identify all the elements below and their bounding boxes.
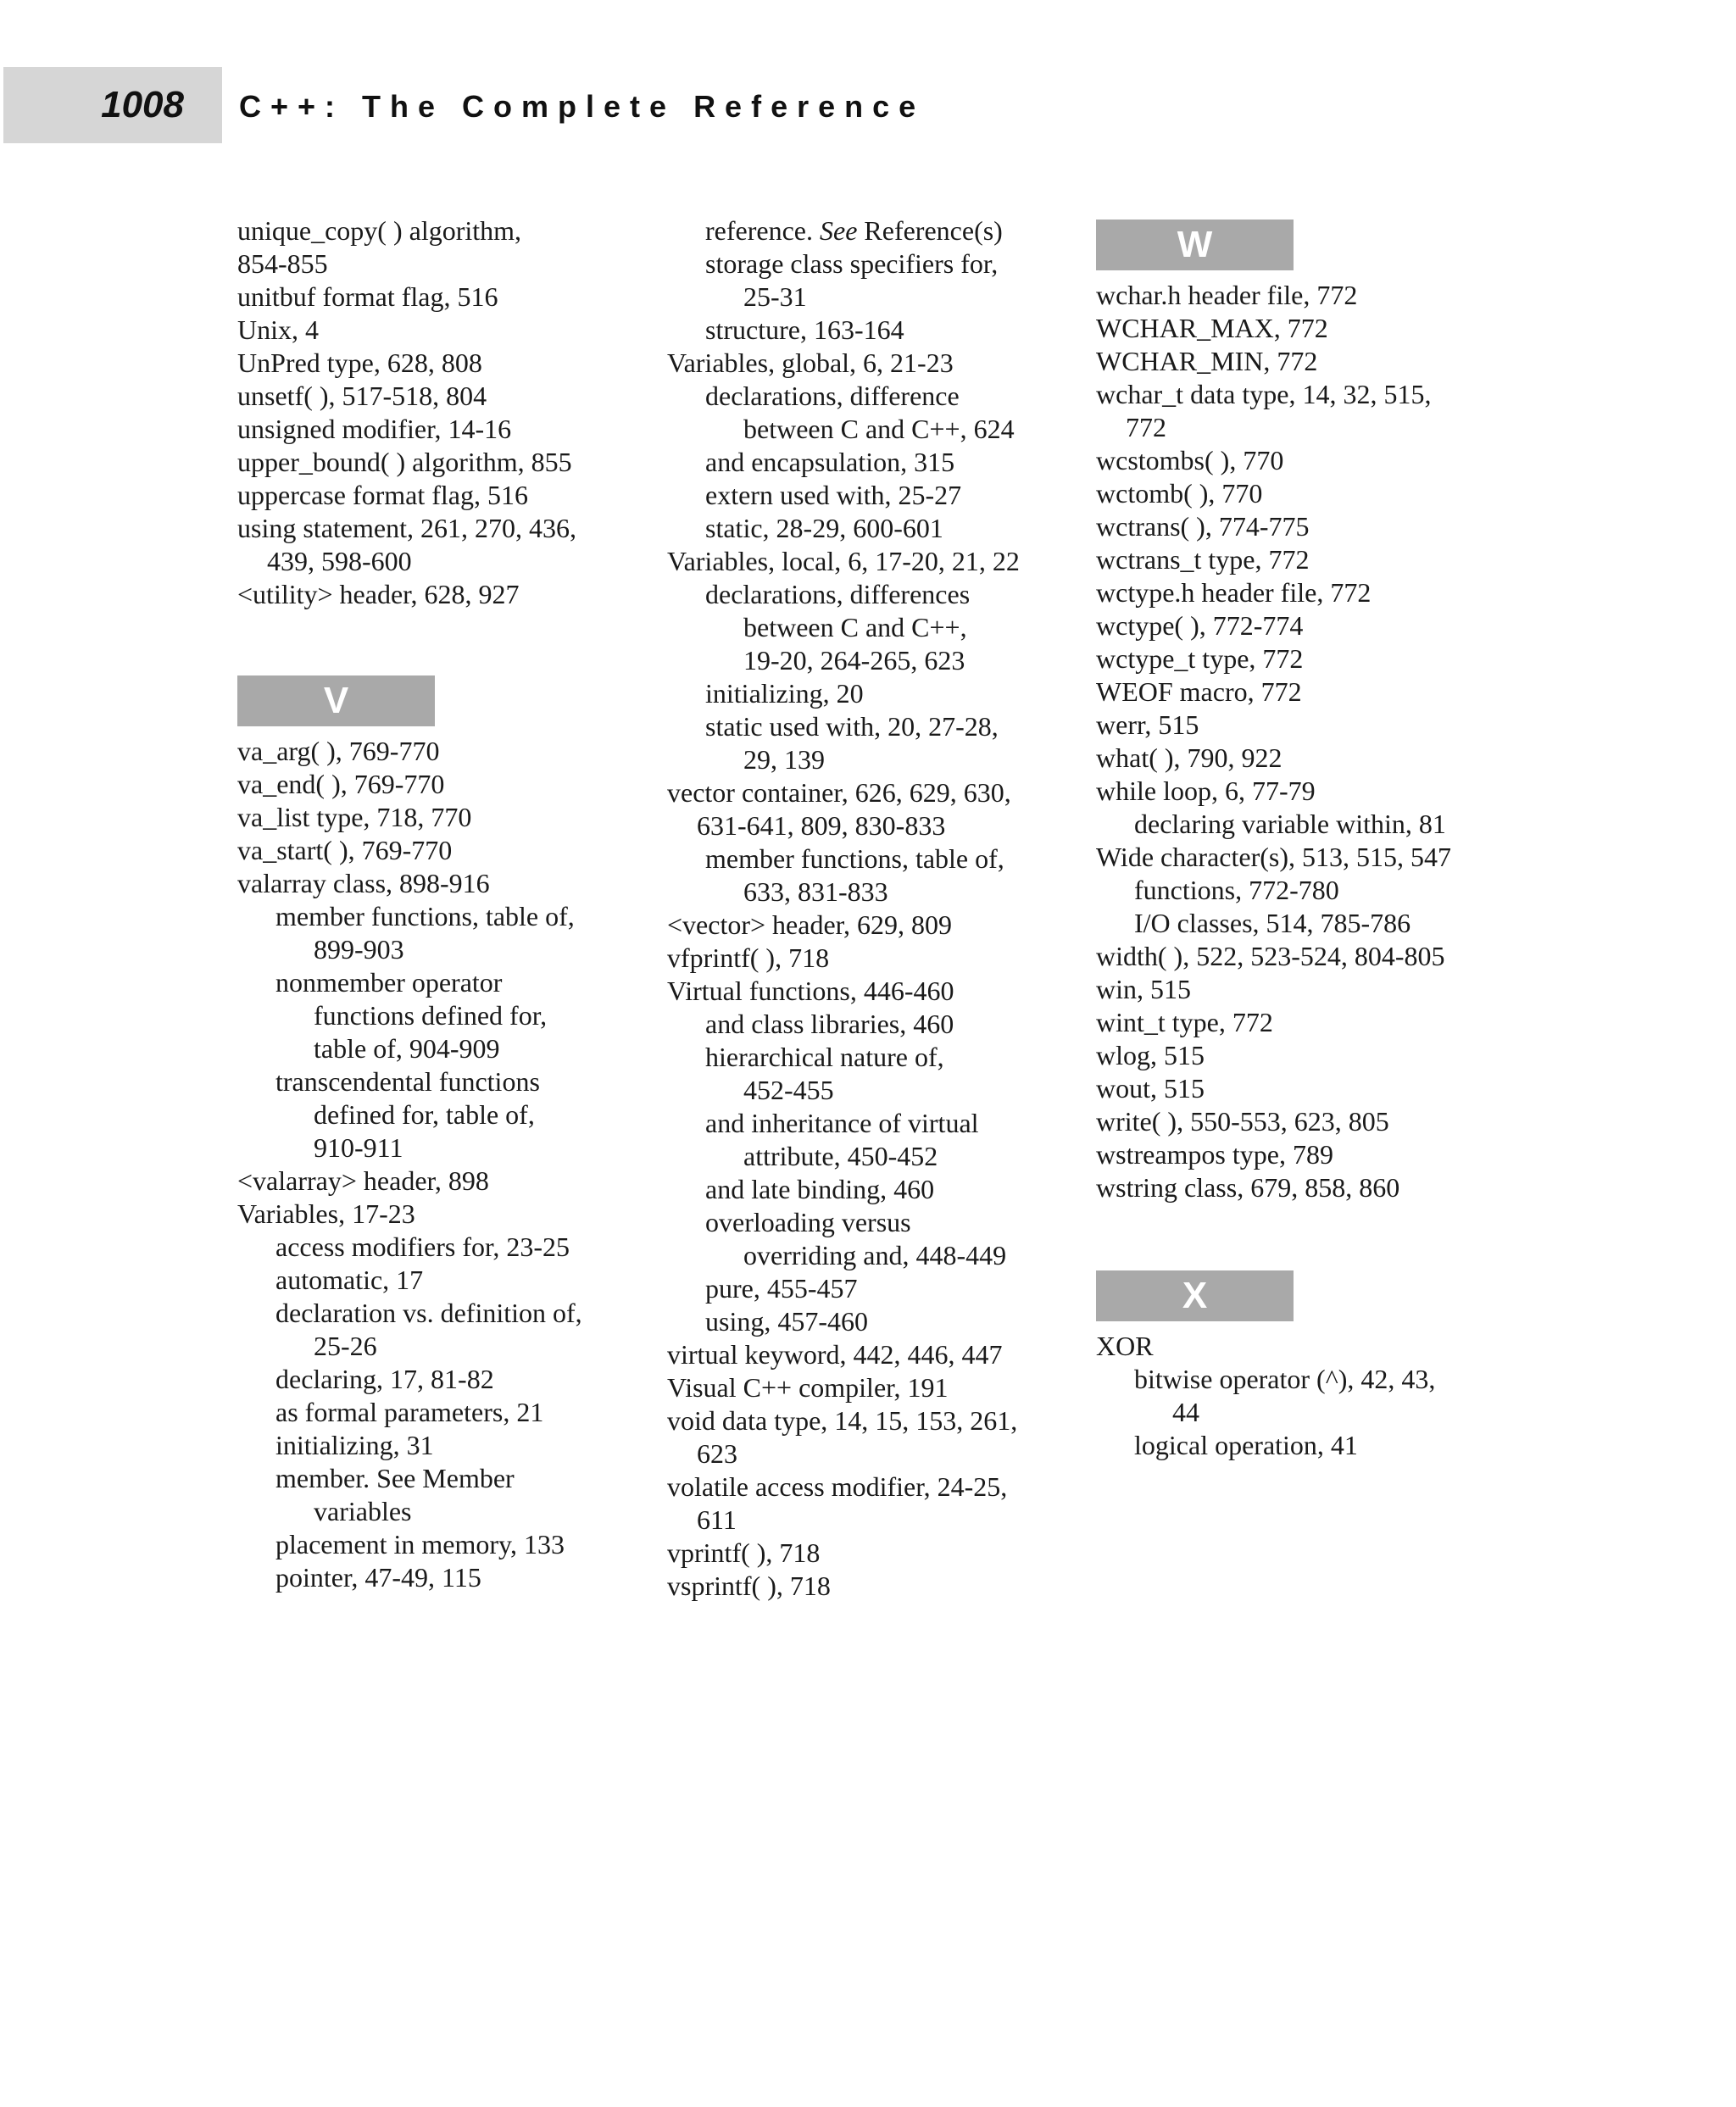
index-entry-continuation: 19-20, 264-265, 623 — [743, 645, 965, 675]
index-entry: va_start( ), 769-770 — [237, 835, 453, 865]
section-gap — [1096, 1204, 1494, 1270]
index-subentry: and encapsulation, 315 — [705, 447, 955, 477]
index-subentry: automatic, 17 — [275, 1265, 424, 1295]
index-entry: wctype_t type, 772 — [1096, 643, 1304, 674]
index-subentry: hierarchical nature of, — [705, 1042, 944, 1072]
section-letter-x: X — [1096, 1270, 1294, 1321]
index-entry-continuation: between C and C++, — [743, 612, 967, 642]
index-subentry: reference. See Reference(s) — [705, 215, 1003, 246]
index-entry: Wide character(s), 513, 515, 547 — [1096, 842, 1451, 872]
see-reference: See — [819, 215, 858, 246]
index-subentry: structure, 163-164 — [705, 314, 904, 345]
section-letter-w: W — [1096, 220, 1294, 270]
index-entry: XOR — [1096, 1331, 1154, 1361]
index-entry: WCHAR_MIN, 772 — [1096, 346, 1318, 376]
index-entry-continuation: 611 — [697, 1504, 737, 1535]
index-entry-continuation: variables — [314, 1496, 412, 1526]
index-entry: wchar.h header file, 772 — [1096, 280, 1358, 310]
index-entry-continuation: 44 — [1172, 1397, 1199, 1427]
index-entry: <vector> header, 629, 809 — [667, 909, 953, 940]
index-column-1 — [237, 214, 636, 1594]
index-entry: Unix, 4 — [237, 314, 319, 345]
index-subentry: and inheritance of virtual — [705, 1108, 979, 1138]
index-entry-continuation: overriding and, 448-449 — [743, 1240, 1007, 1270]
index-entry: using statement, 261, 270, 436, — [237, 513, 576, 543]
index-subentry: member functions, table of, — [705, 843, 1004, 874]
index-entry: vprintf( ), 718 — [667, 1537, 821, 1568]
index-entry-continuation: table of, 904-909 — [314, 1033, 500, 1064]
index-entry-continuation: 25-26 — [314, 1331, 377, 1361]
index-entry: wctype( ), 772-774 — [1096, 610, 1304, 641]
index-entry: write( ), 550-553, 623, 805 — [1096, 1106, 1389, 1137]
index-entry-continuation: defined for, table of, — [314, 1099, 535, 1130]
index-subentry: declarations, differences — [705, 579, 971, 609]
index-entry: werr, 515 — [1096, 709, 1199, 740]
index-entry: va_end( ), 769-770 — [237, 769, 445, 799]
index-entry: unsetf( ), 517-518, 804 — [237, 381, 487, 411]
index-subentry: transcendental functions — [275, 1066, 540, 1097]
index-subentry: declaring, 17, 81-82 — [275, 1364, 494, 1394]
index-entry-continuation: 910-911 — [314, 1132, 403, 1163]
index-subentry: static used with, 20, 27-28, — [705, 711, 999, 742]
index-entry-continuation: 25-31 — [743, 281, 807, 312]
index-subentry: and late binding, 460 — [705, 1174, 935, 1204]
index-entry: valarray class, 898-916 — [237, 868, 490, 898]
index-entry: wint_t type, 772 — [1096, 1007, 1273, 1037]
index-entry: wlog, 515 — [1096, 1040, 1205, 1070]
index-entry: wcstombs( ), 770 — [1096, 445, 1284, 475]
index-entry-continuation: 452-455 — [743, 1075, 834, 1105]
index-subentry: static, 28-29, 600-601 — [705, 513, 943, 543]
page-number-tab — [3, 67, 222, 143]
index-entry: width( ), 522, 523-524, 804-805 — [1096, 941, 1445, 971]
index-entry: WEOF macro, 772 — [1096, 676, 1302, 707]
index-column-3 — [1096, 220, 1494, 1462]
index-entry: UnPred type, 628, 808 — [237, 347, 482, 378]
index-subentry: as formal parameters, 21 — [275, 1397, 544, 1427]
index-entry: wout, 515 — [1096, 1073, 1205, 1104]
index-entry-continuation: between C and C++, 624 — [743, 414, 1015, 444]
index-entry: Virtual functions, 446-460 — [667, 976, 954, 1006]
index-subentry: member. See Member — [275, 1463, 515, 1493]
index-entry-continuation: 899-903 — [314, 934, 404, 965]
index-entry: win, 515 — [1096, 974, 1191, 1004]
index-entry: unsigned modifier, 14-16 — [237, 414, 512, 444]
index-entry: wctomb( ), 770 — [1096, 478, 1263, 509]
index-subentry: pure, 455-457 — [705, 1273, 858, 1304]
index-entry: wstring class, 679, 858, 860 — [1096, 1172, 1400, 1203]
index-entry-continuation: 854-855 — [237, 248, 328, 279]
index-entry: void data type, 14, 15, 153, 261, — [667, 1405, 1018, 1436]
index-entry-continuation: 772 — [1126, 412, 1166, 442]
index-subentry: member functions, table of, — [275, 901, 575, 931]
index-subentry: storage class specifiers for, — [705, 248, 999, 279]
index-entry-continuation: attribute, 450-452 — [743, 1141, 938, 1171]
index-entry: Variables, 17-23 — [237, 1198, 415, 1229]
index-subentry: I/O classes, 514, 785-786 — [1134, 908, 1411, 938]
index-entry: <valarray> header, 898 — [237, 1165, 489, 1196]
index-entry-continuation: 631-641, 809, 830-833 — [697, 810, 946, 841]
index-entry: wstreampos type, 789 — [1096, 1139, 1333, 1170]
index-entry: Variables, local, 6, 17-20, 21, 22 — [667, 546, 1020, 576]
index-entry: uppercase format flag, 516 — [237, 480, 528, 510]
index-subentry: using, 457-460 — [705, 1306, 868, 1337]
index-entry-continuation: 633, 831-833 — [743, 876, 888, 907]
index-entry: vfprintf( ), 718 — [667, 942, 830, 973]
running-title: C++: The Complete Reference — [239, 89, 926, 124]
index-subentry: logical operation, 41 — [1134, 1430, 1358, 1460]
index-subentry: functions, 772-780 — [1134, 875, 1339, 905]
index-entry-continuation: 29, 139 — [743, 744, 825, 775]
index-subentry: bitwise operator (^), 42, 43, — [1134, 1364, 1436, 1394]
section-letter-v: V — [237, 675, 435, 726]
index-entry: wctrans( ), 774-775 — [1096, 511, 1310, 542]
index-subentry: nonmember operator — [275, 967, 503, 998]
index-entry: WCHAR_MAX, 772 — [1096, 313, 1328, 343]
index-subentry: pointer, 47-49, 115 — [275, 1562, 481, 1593]
index-subentry: declarations, difference — [705, 381, 960, 411]
index-subentry: initializing, 20 — [705, 678, 864, 709]
index-subentry: overloading versus — [705, 1207, 911, 1237]
index-entry: <utility> header, 628, 927 — [237, 579, 520, 609]
index-entry: va_arg( ), 769-770 — [237, 736, 440, 766]
index-entry: volatile access modifier, 24-25, — [667, 1471, 1008, 1502]
index-entry: wchar_t data type, 14, 32, 515, — [1096, 379, 1432, 409]
index-entry: vector container, 626, 629, 630, — [667, 777, 1011, 808]
index-subentry: initializing, 31 — [275, 1430, 434, 1460]
index-column-2 — [667, 214, 1066, 1603]
index-entry: Variables, global, 6, 21-23 — [667, 347, 954, 378]
index-entry: what( ), 790, 922 — [1096, 742, 1283, 773]
index-subentry: and class libraries, 460 — [705, 1009, 954, 1039]
index-entry: wctype.h header file, 772 — [1096, 577, 1372, 608]
index-subentry: extern used with, 25-27 — [705, 480, 962, 510]
index-subentry: access modifiers for, 23-25 — [275, 1231, 570, 1262]
index-entry: va_list type, 718, 770 — [237, 802, 472, 832]
page-number: 1008 — [101, 84, 184, 125]
index-entry: while loop, 6, 77-79 — [1096, 776, 1316, 806]
index-subentry: declaring variable within, 81 — [1134, 809, 1446, 839]
index-entry-continuation: 623 — [697, 1438, 737, 1469]
index-entry: unitbuf format flag, 516 — [237, 281, 498, 312]
index-entry: vsprintf( ), 718 — [667, 1571, 831, 1601]
index-entry: virtual keyword, 442, 446, 447 — [667, 1339, 1003, 1370]
index-subentry: declaration vs. definition of, — [275, 1298, 582, 1328]
index-entry-continuation: 439, 598-600 — [267, 546, 412, 576]
index-entry: upper_bound( ) algorithm, 855 — [237, 447, 572, 477]
index-entry: wctrans_t type, 772 — [1096, 544, 1310, 575]
index-entry-continuation: functions defined for, — [314, 1000, 548, 1031]
section-gap — [237, 611, 636, 675]
index-entry: Visual C++ compiler, 191 — [667, 1372, 949, 1403]
index-entry: unique_copy( ) algorithm, — [237, 215, 522, 246]
index-subentry: placement in memory, 133 — [275, 1529, 565, 1559]
